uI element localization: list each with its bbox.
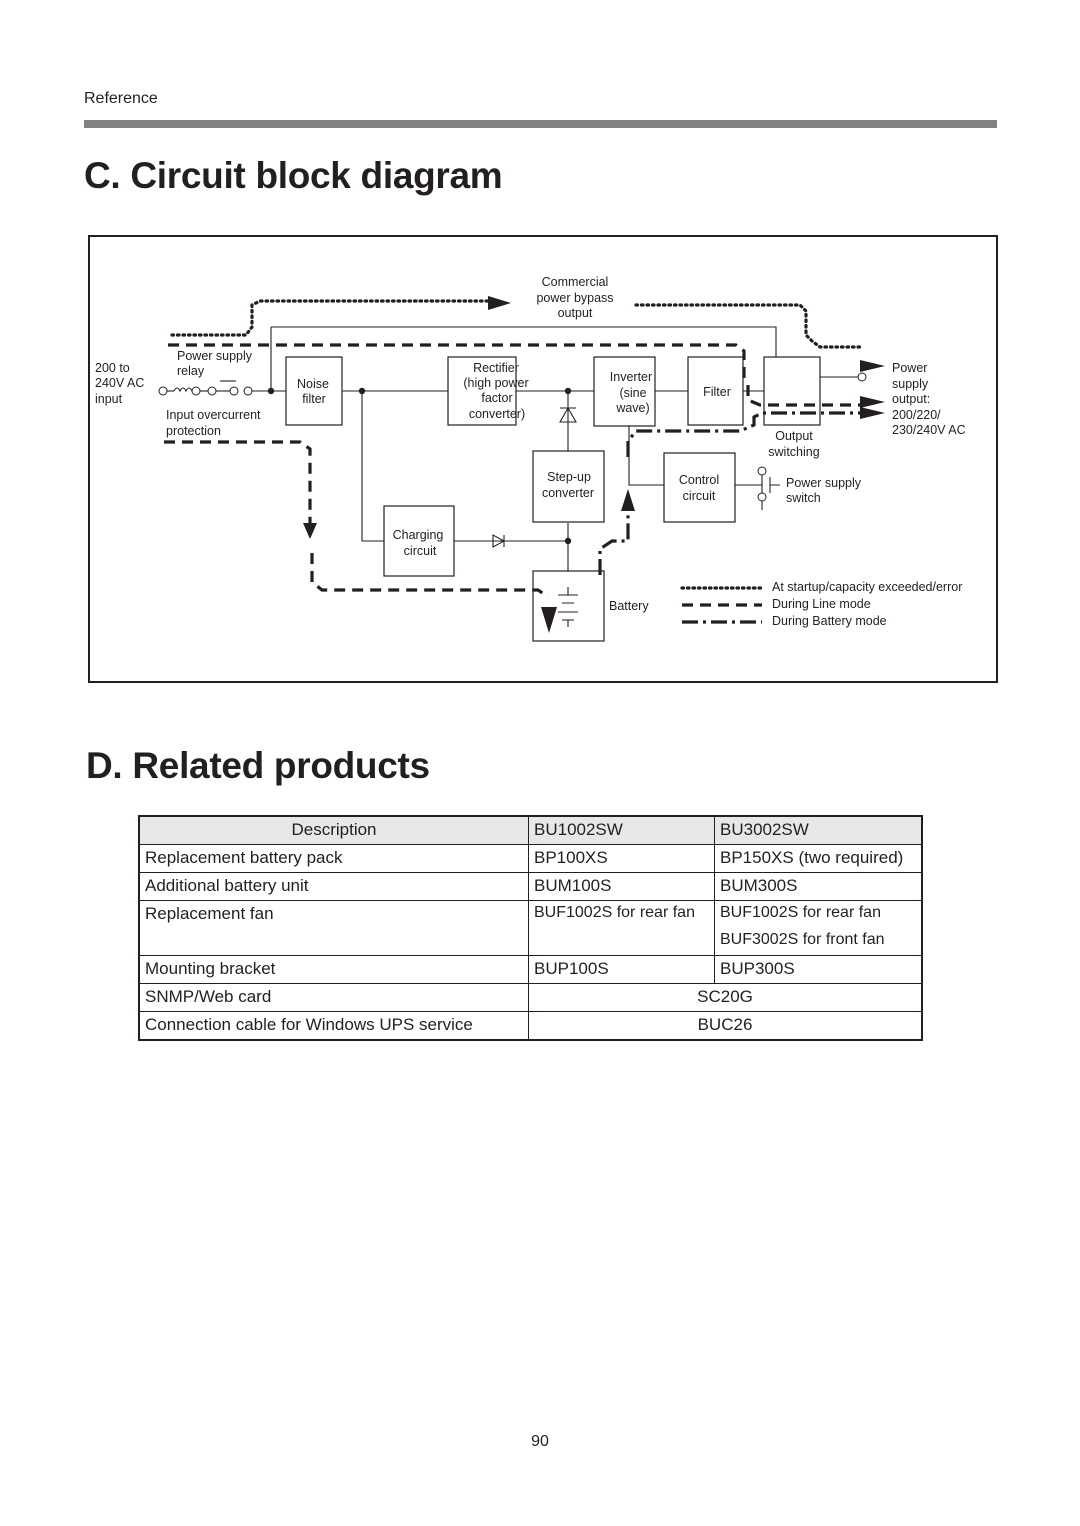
header-bu3002sw: BU3002SW	[715, 816, 923, 845]
inverter-label-line2: (sine	[619, 386, 647, 400]
rectifier-label-line2: (high power	[463, 376, 529, 390]
battery-label: Battery	[609, 599, 649, 613]
legend-line-mode-label: During Line mode	[772, 597, 871, 611]
bypass-label-line3: output	[557, 306, 593, 320]
table-row	[139, 1012, 922, 1041]
control-label-line1: Control	[678, 473, 720, 487]
charging-label-line2: circuit	[403, 544, 437, 558]
power-switch-label-line1: Power supply	[786, 476, 862, 490]
output-label-line2: supply	[892, 377, 929, 391]
page-number: 90	[531, 1433, 549, 1450]
table-row	[139, 984, 922, 1012]
table-cell: BP100XS	[529, 845, 715, 873]
output-label-line4: 200/220/	[892, 408, 941, 422]
control-circuit-block	[664, 453, 735, 522]
table-row	[139, 901, 922, 929]
output-label-line3: output:	[892, 392, 931, 406]
noise-filter-block	[286, 357, 342, 425]
table-cell: SNMP/Web card	[139, 984, 529, 1012]
table-cell: Mounting bracket	[139, 956, 529, 984]
input-label-line3: input	[95, 392, 123, 406]
legend-battery-mode-label: During Battery mode	[772, 614, 887, 628]
table-cell: BUM300S	[715, 873, 923, 901]
table-cell: BUC26	[529, 1012, 923, 1041]
table-row	[139, 956, 922, 984]
table-cell: Replacement battery pack	[139, 845, 529, 873]
noise-filter-label-line2: filter	[302, 392, 326, 406]
related-products-table	[138, 815, 923, 1041]
table-row	[139, 845, 922, 873]
table-row	[139, 873, 922, 901]
noise-filter-label-line1: Noise	[297, 377, 329, 391]
overcurrent-label-line2: protection	[166, 424, 221, 438]
table-cell: Additional battery unit	[139, 873, 529, 901]
output-switching-block	[764, 357, 820, 425]
table-cell: BUF1002S for rear fan	[529, 901, 715, 956]
header-bu1002sw: BU1002SW	[529, 816, 715, 845]
rectifier-label-line4: converter)	[468, 407, 526, 421]
output-switching-label-line1: Output	[775, 429, 813, 443]
circuit-diagram-title: C. Circuit block diagram	[84, 155, 503, 196]
section-label: Reference	[84, 90, 158, 107]
table-cell: BUF1002S for rear fan	[715, 901, 923, 929]
input-label-line2: 240V AC	[95, 376, 145, 390]
rectifier-label-line3: factor	[481, 391, 513, 405]
circuit-block-diagram	[88, 235, 998, 683]
power-switch-label-line2: switch	[786, 491, 821, 505]
table-cell: BUM100S	[529, 873, 715, 901]
bypass-label-line1: Commercial	[541, 275, 609, 289]
table-header-row	[139, 816, 922, 845]
table-cell: BUP100S	[529, 956, 715, 984]
control-label-line2: circuit	[682, 489, 716, 503]
filter-label: Filter	[703, 385, 731, 399]
table-cell: BUF3002S for front fan	[715, 928, 923, 956]
overcurrent-label-line1: Input overcurrent	[166, 408, 261, 422]
battery-block	[533, 571, 604, 641]
header-description: Description	[139, 816, 529, 845]
relay-label-line1: Power supply	[177, 349, 253, 363]
charging-label-line1: Charging	[392, 528, 444, 542]
table-cell: SC20G	[529, 984, 923, 1012]
related-products-title: D. Related products	[86, 745, 430, 786]
header-divider	[84, 120, 997, 128]
output-label-line5: 230/240V AC	[892, 423, 966, 437]
output-label-line1: Power	[892, 361, 928, 375]
inverter-label-line1: Inverter	[609, 370, 653, 384]
stepup-label-line2: converter	[541, 486, 595, 500]
table-cell: Replacement fan	[139, 901, 529, 956]
relay-label-line2: relay	[177, 364, 205, 378]
stepup-label-line1: Step-up	[547, 470, 591, 484]
rectifier-label-line1: Rectifier	[473, 361, 519, 375]
input-label-line1: 200 to	[95, 361, 130, 375]
bypass-label-line2: power bypass	[536, 291, 614, 305]
table-cell: Connection cable for Windows UPS service	[139, 1012, 529, 1041]
legend-startup-label: At startup/capacity exceeded/error	[772, 580, 963, 594]
table-cell: BP150XS (two required)	[715, 845, 923, 873]
output-switching-label-line2: switching	[768, 445, 820, 459]
inverter-label-line3: wave)	[616, 401, 650, 415]
table-cell: BUP300S	[715, 956, 923, 984]
